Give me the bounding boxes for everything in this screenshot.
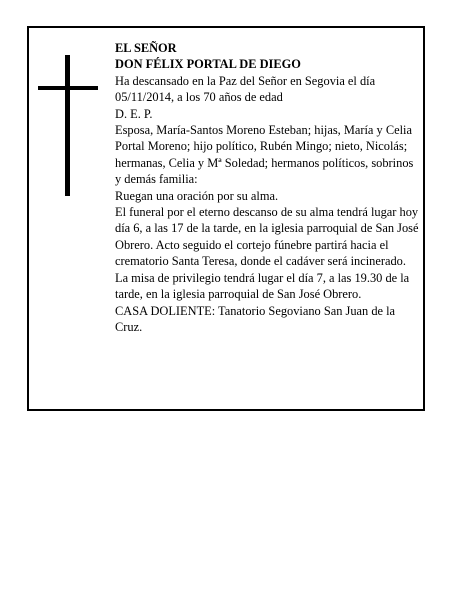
- prayer-request: Ruegan una oración por su alma.: [115, 188, 279, 203]
- cross-icon-crossbar: [38, 86, 98, 90]
- funeral-info: El funeral por el eterno descanso de su alma tendrá lugar hoy día 6, a las 17 de la tarde, en la iglesia parroquial de San José Obrero. Acto seguido el cortejo fúnebre partirá hacia el crematorio Santa Teresa, donde el cadáver será incinerado. La misa de privilegio tendrá lugar el día 7, a las 19.30 de la tarde, en la iglesia parroquial de San José Obrero.: [115, 205, 419, 302]
- casa-doliente: CASA DOLIENTE: Tanatorio Segoviano San Juan de la Cruz.: [115, 303, 396, 334]
- deceased-name: DON FÉLIX PORTAL DE DIEGO: [115, 57, 301, 72]
- rip-text: D. E. P.: [115, 106, 153, 121]
- obituary-text: [115, 40, 420, 335]
- cross-icon: [65, 55, 70, 196]
- family-text: Esposa, María-Santos Moreno Esteban; hijas, María y Celia Portal Moreno; hijo político, Rubén Mingo; nieto, Nicolás; hermanas, Celia y Mª Soledad; hermanos políticos, sobrinos y demás familia:: [115, 123, 414, 187]
- header-title: EL SEÑOR: [115, 41, 177, 55]
- death-info: Ha descansado en la Paz del Señor en Segovia el día 05/11/2014, a los 70 años de edad: [115, 73, 376, 105]
